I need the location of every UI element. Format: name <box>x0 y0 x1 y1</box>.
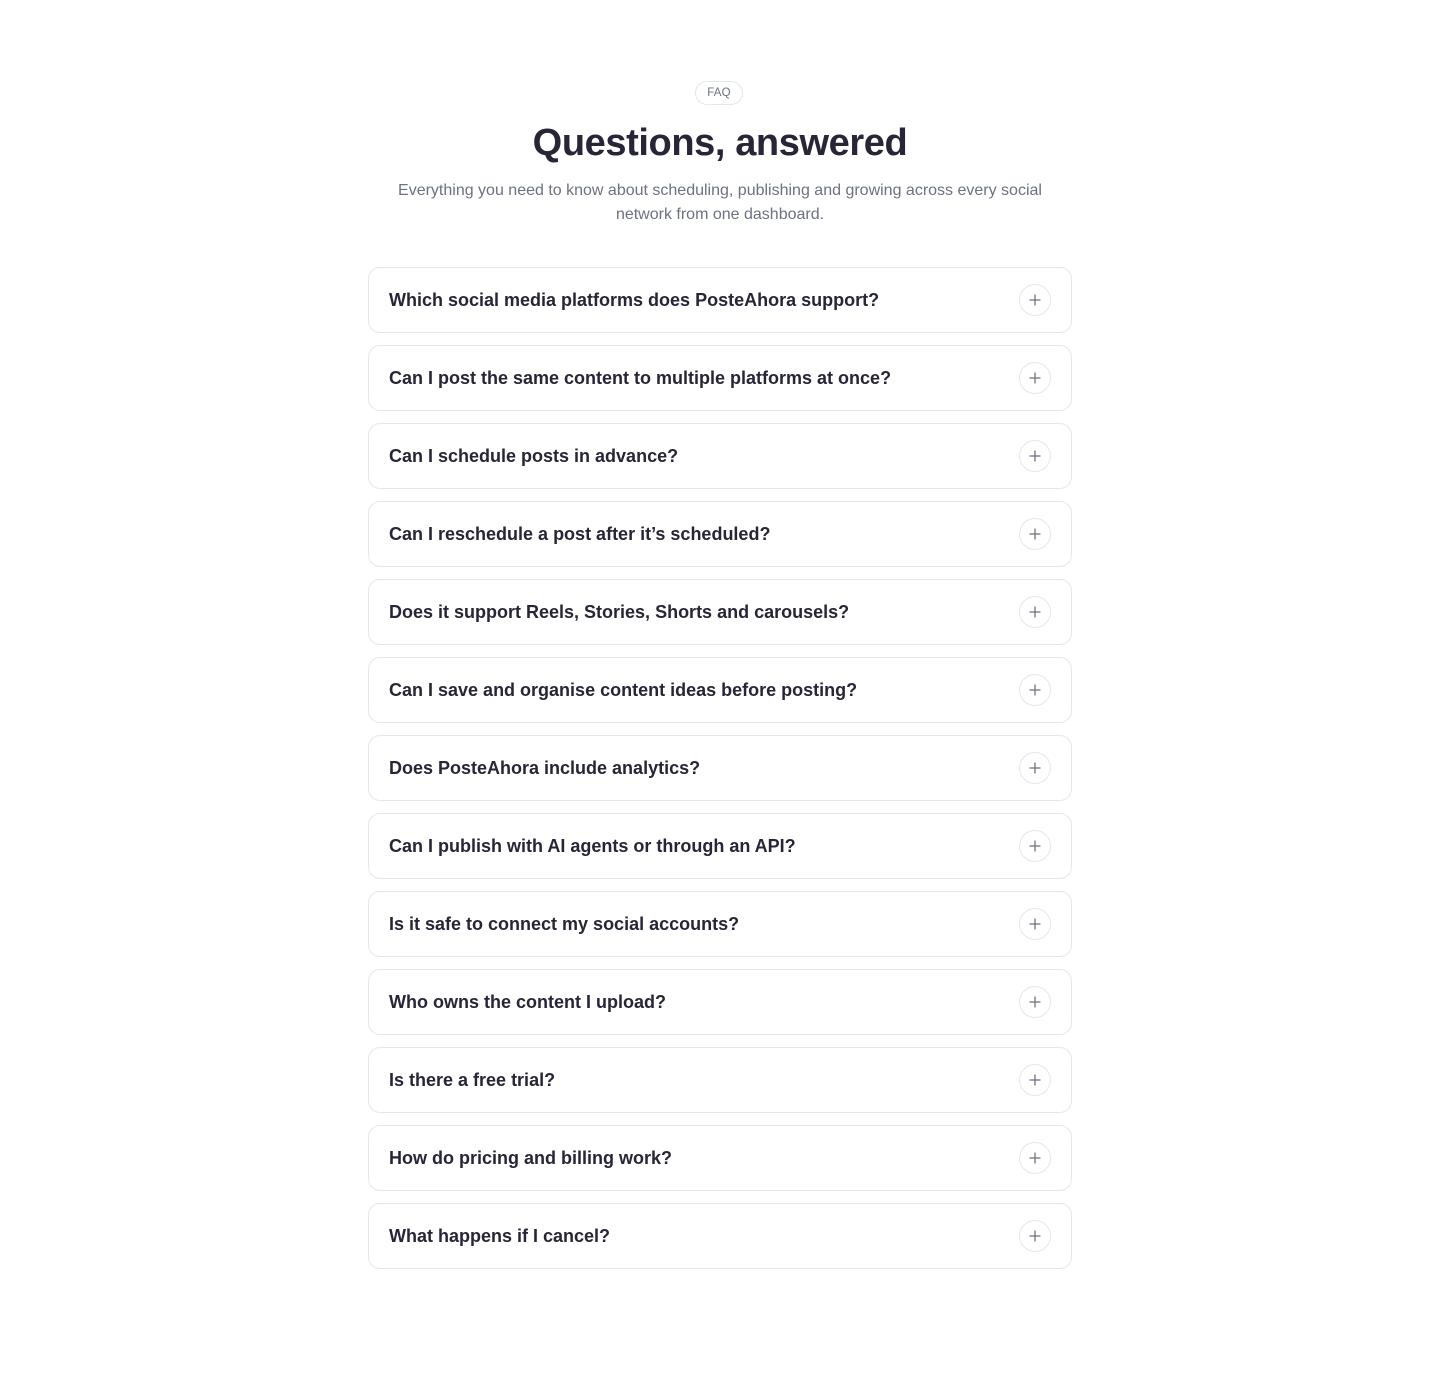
faq-question: Is there a free trial? <box>389 1070 556 1090</box>
expand-button[interactable] <box>1019 518 1051 550</box>
plus-icon <box>1029 996 1041 1008</box>
faq-question: How do pricing and billing work? <box>389 1148 672 1168</box>
page-subtitle: Everything you need to know about scheduling, publishing and growing across every social network from one dashboard. <box>398 182 1042 223</box>
plus-icon <box>1029 528 1041 540</box>
plus-icon <box>1029 840 1041 852</box>
faq-item-free-trial[interactable] <box>368 1047 1072 1113</box>
faq-item-cancel[interactable] <box>368 1203 1072 1269</box>
page-title: Questions, answered <box>532 122 908 164</box>
expand-button[interactable] <box>1019 674 1051 706</box>
expand-button[interactable] <box>1019 362 1051 394</box>
faq-item-ideas[interactable] <box>368 657 1072 723</box>
faq-item-reschedule[interactable] <box>368 501 1072 567</box>
plus-icon <box>1029 762 1041 774</box>
expand-button[interactable] <box>1019 1064 1051 1096</box>
faq-badge: FAQ <box>695 81 743 105</box>
plus-icon <box>1029 606 1041 618</box>
expand-button[interactable] <box>1019 830 1051 862</box>
faq-item-formats[interactable] <box>368 579 1072 645</box>
plus-icon <box>1029 1230 1041 1242</box>
faq-item-ai-api[interactable] <box>368 813 1072 879</box>
faq-item-platforms[interactable] <box>368 267 1072 333</box>
faq-question: What happens if I cancel? <box>389 1226 611 1246</box>
faq-question: Does it support Reels, Stories, Shorts and carousels? <box>389 602 850 622</box>
plus-icon <box>1029 684 1041 696</box>
expand-button[interactable] <box>1019 986 1051 1018</box>
faq-question: Can I post the same content to multiple platforms at once? <box>389 368 892 388</box>
faq-item-ownership[interactable] <box>368 969 1072 1035</box>
expand-button[interactable] <box>1019 1220 1051 1252</box>
faq-question: Can I save and organise content ideas before posting? <box>389 680 858 700</box>
plus-icon <box>1029 1152 1041 1164</box>
faq-question: Can I reschedule a post after it’s scheduled? <box>389 524 771 544</box>
plus-icon <box>1029 450 1041 462</box>
faq-question: Who owns the content I upload? <box>389 992 666 1012</box>
faq-question: Does PosteAhora include analytics? <box>389 758 701 778</box>
faq-list <box>368 267 1072 1281</box>
expand-button[interactable] <box>1019 752 1051 784</box>
faq-question: Is it safe to connect my social accounts? <box>389 914 740 934</box>
faq-item-schedule[interactable] <box>368 423 1072 489</box>
expand-button[interactable] <box>1019 1142 1051 1174</box>
faq-question: Can I schedule posts in advance? <box>389 446 679 466</box>
plus-icon <box>1029 294 1041 306</box>
faq-item-pricing[interactable] <box>368 1125 1072 1191</box>
faq-item-multiple-platforms[interactable] <box>368 345 1072 411</box>
faq-item-analytics[interactable] <box>368 735 1072 801</box>
expand-button[interactable] <box>1019 596 1051 628</box>
expand-button[interactable] <box>1019 908 1051 940</box>
faq-question: Which social media platforms does PosteAhora support? <box>389 290 880 310</box>
faq-question: Can I publish with AI agents or through an API? <box>389 836 796 856</box>
faq-item-security[interactable] <box>368 891 1072 957</box>
expand-button[interactable] <box>1019 284 1051 316</box>
plus-icon <box>1029 1074 1041 1086</box>
expand-button[interactable] <box>1019 440 1051 472</box>
plus-icon <box>1029 918 1041 930</box>
plus-icon <box>1029 372 1041 384</box>
